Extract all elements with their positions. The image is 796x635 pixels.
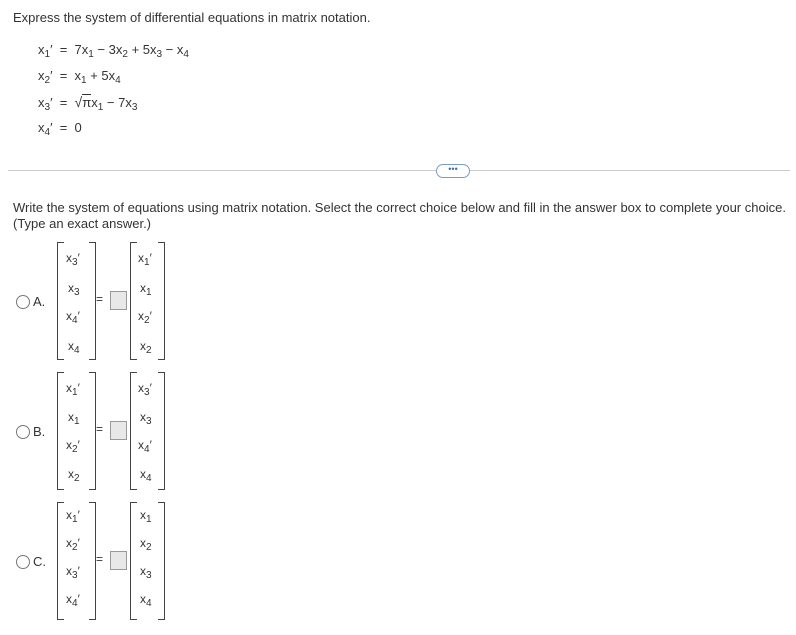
option-c-right-cell-2: $x_2$ (140, 536, 152, 553)
option-c-left-cell-1: $x_1'$ (66, 508, 80, 525)
equation-3: $x_3' = √\pi x_1 - 7x_3$ (38, 94, 138, 113)
option-b-left-bracket-close (89, 372, 96, 490)
option-b-answer-box[interactable] (110, 421, 127, 440)
option-a-radio[interactable] (16, 295, 30, 309)
option-b-equals: = (96, 422, 104, 436)
option-b-left-cell-4: $x_2$ (68, 467, 80, 484)
option-c-equals: = (96, 552, 104, 566)
option-b-right-cell-3: $x_4'$ (138, 438, 152, 455)
option-c-right-cell-4: $x_4$ (140, 592, 152, 609)
option-a-right-bracket-close (158, 242, 165, 360)
option-b-right-bracket-close (158, 372, 165, 490)
option-a-left-cell-4: $x_4$ (68, 339, 80, 356)
option-c-left-cell-4: $x_4'$ (66, 592, 80, 609)
option-b-left-bracket-open (57, 372, 64, 490)
option-a-label: A. (33, 294, 46, 309)
option-c-right-cell-1: $x_1$ (140, 508, 152, 525)
option-c-right-cell-3: $x_3$ (140, 564, 152, 581)
option-c-right-bracket-close (158, 502, 165, 620)
option-b-right-bracket-open (130, 372, 137, 490)
option-c-left-cell-2: $x_2'$ (66, 536, 80, 553)
option-b-left-cell-3: $x_2'$ (66, 438, 80, 455)
option-a-left-cell-3: $x_4'$ (66, 309, 80, 326)
more-button[interactable]: ••• (436, 164, 470, 178)
option-a-right-cell-1: $x_1'$ (138, 251, 152, 268)
option-a-right-cell-4: $x_2$ (140, 339, 152, 356)
option-c-label: C. (33, 554, 46, 569)
option-c-left-text-1 (0, 0, 1, 1)
option-c-right-bracket-open (130, 502, 137, 620)
instructions-line2: (Type an exact answer.) (13, 216, 152, 231)
option-c-left-cell-3: $x_3'$ (66, 564, 80, 581)
option-b-label: B. (33, 424, 46, 439)
option-a-equals: = (96, 292, 104, 306)
option-a-right-bracket-open (130, 242, 137, 360)
option-b-left-cell-2: $x_1$ (68, 410, 80, 427)
equation-4: $x_4' = 0$ (38, 120, 82, 138)
section-divider (8, 170, 790, 171)
option-b-right-cell-2: $x_3$ (140, 410, 152, 427)
option-b-right-cell-4: $x_4$ (140, 467, 152, 484)
option-b-right-cell-1: $x_3'$ (138, 381, 152, 398)
option-a-right-cell-2: $x_1$ (140, 281, 152, 298)
option-a-left-cell-2: $x_3$ (68, 281, 80, 298)
option-c-left-bracket-open (57, 502, 64, 620)
option-a-left-cell-1: $x_3'$ (66, 251, 80, 268)
question-prompt: Express the system of differential equations in matrix notation. (13, 10, 371, 25)
option-c-answer-box[interactable] (110, 551, 127, 570)
equation-2: $x_2' = x_1 + 5x_4$ (38, 68, 121, 86)
option-b-left-cell-1: $x_1'$ (66, 381, 80, 398)
option-c-radio[interactable] (16, 555, 30, 569)
option-a-answer-box[interactable] (110, 291, 127, 310)
option-a-left-bracket-open (57, 242, 64, 360)
option-b-radio[interactable] (16, 425, 30, 439)
instructions-line1: Write the system of equations using matrix notation. Select the correct choice below and fill in the answer box to complete your choice. (13, 200, 786, 215)
option-c-left-bracket-close (89, 502, 96, 620)
option-a-right-cell-3: $x_2'$ (138, 309, 152, 326)
equation-1: $x_1' = 7x_1 - 3x_2 + 5x_3 - x_4$ (38, 42, 189, 60)
option-a-left-bracket-close (89, 242, 96, 360)
